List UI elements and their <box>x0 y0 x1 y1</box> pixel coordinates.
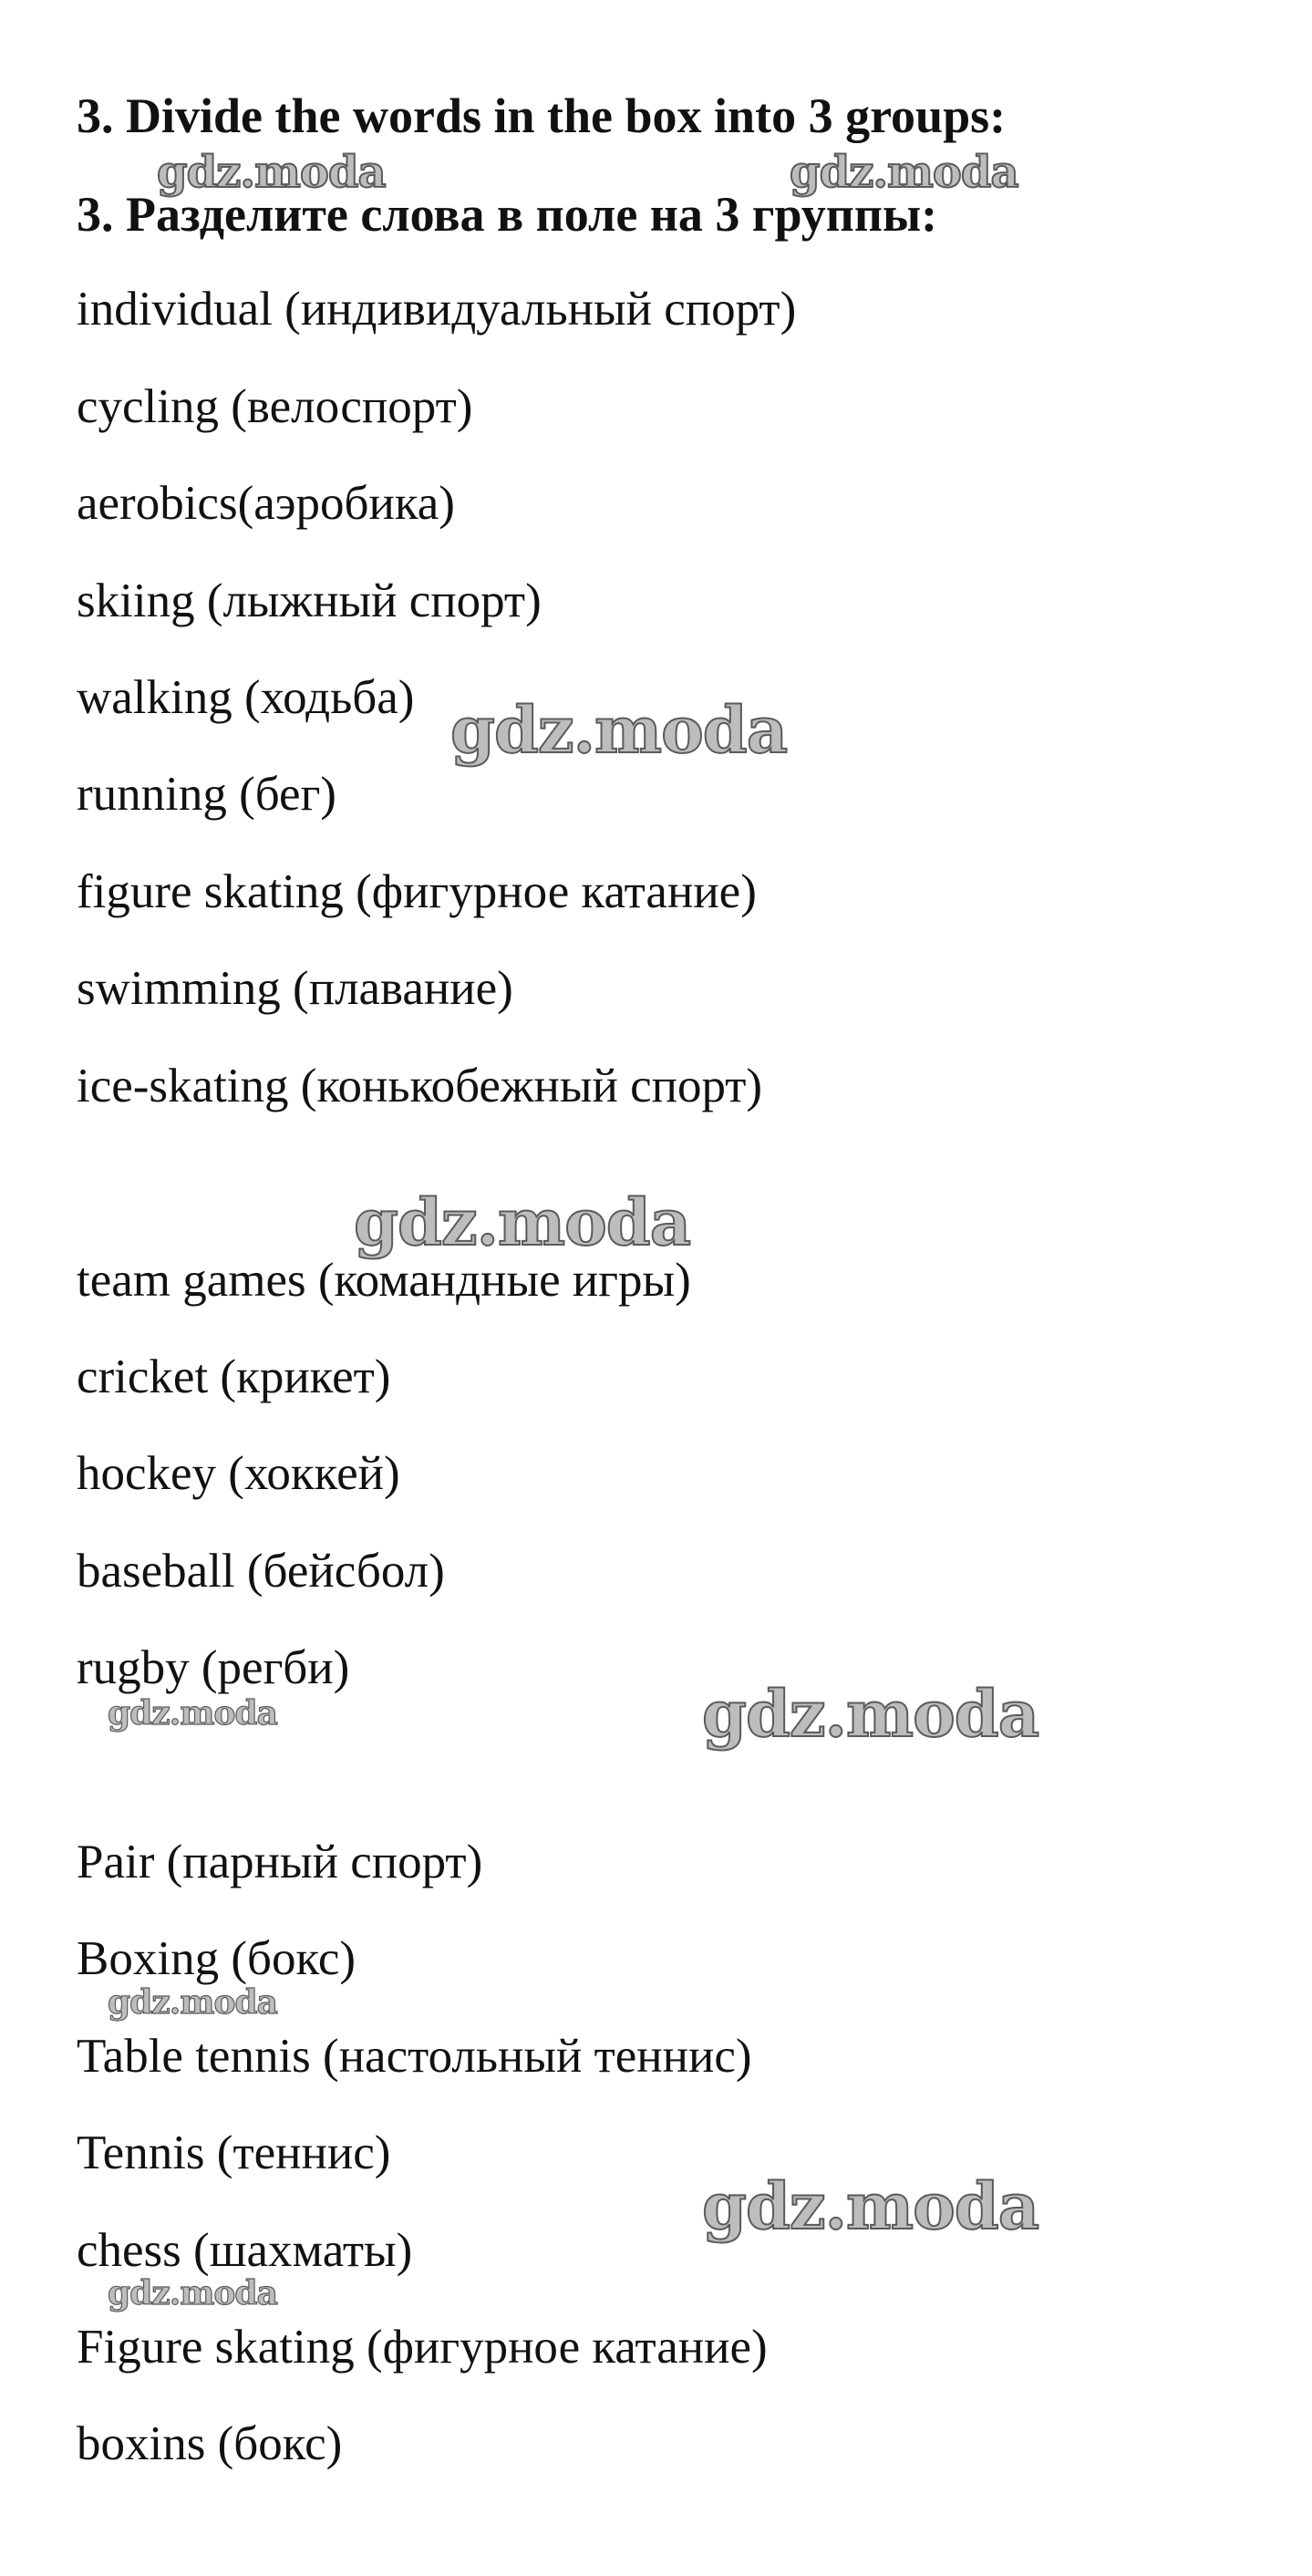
list-item: Pair (парный спорт) <box>77 1836 483 1888</box>
list-item: ice-skating (конькобежный спорт) <box>77 1060 763 1112</box>
watermark: gdz.moda <box>450 692 788 768</box>
list-item: individual (индивидуальный спорт) <box>77 283 797 336</box>
list-item: cricket (крикет) <box>77 1350 391 1403</box>
watermark: gdz.moda <box>108 1983 277 2022</box>
list-item: cycling (велоспорт) <box>77 380 473 433</box>
watermark: gdz.moda <box>108 1694 277 1733</box>
watermark: gdz.moda <box>790 147 1018 198</box>
list-item: swimming (плавание) <box>77 962 513 1015</box>
list-item: Figure skating (фигурное катание) <box>77 2321 768 2374</box>
list-item: walking (ходьба) <box>77 671 415 724</box>
watermark: gdz.moda <box>702 1676 1039 1752</box>
list-item: boxins (бокс) <box>77 2417 343 2470</box>
list-item: baseball (бейсбол) <box>77 1545 445 1598</box>
task-heading-ru: 3. Разделите слова в поле на 3 группы: <box>77 187 938 242</box>
list-item: running (бег) <box>77 768 336 821</box>
list-item: rugby (регби) <box>77 1641 350 1694</box>
watermark: gdz.moda <box>108 2274 277 2312</box>
list-item: aerobics(аэробика) <box>77 477 455 530</box>
list-item: Tennis (теннис) <box>77 2126 391 2179</box>
task-heading-en: 3. Divide the words in the box into 3 groups: <box>77 88 1007 143</box>
watermark: gdz.moda <box>354 1185 691 1260</box>
list-item: hockey (хоккей) <box>77 1447 400 1500</box>
list-item: skiing (лыжный спорт) <box>77 574 542 627</box>
list-item: chess (шахматы) <box>77 2224 413 2277</box>
watermark: gdz.moda <box>702 2168 1039 2244</box>
list-item: Table tennis (настольный теннис) <box>77 2030 752 2083</box>
list-item: Boxing (бокс) <box>77 1932 356 1985</box>
list-item: figure skating (фигурное катание) <box>77 865 757 918</box>
watermark: gdz.moda <box>157 147 386 198</box>
list-item: team games (командные игры) <box>77 1254 691 1307</box>
